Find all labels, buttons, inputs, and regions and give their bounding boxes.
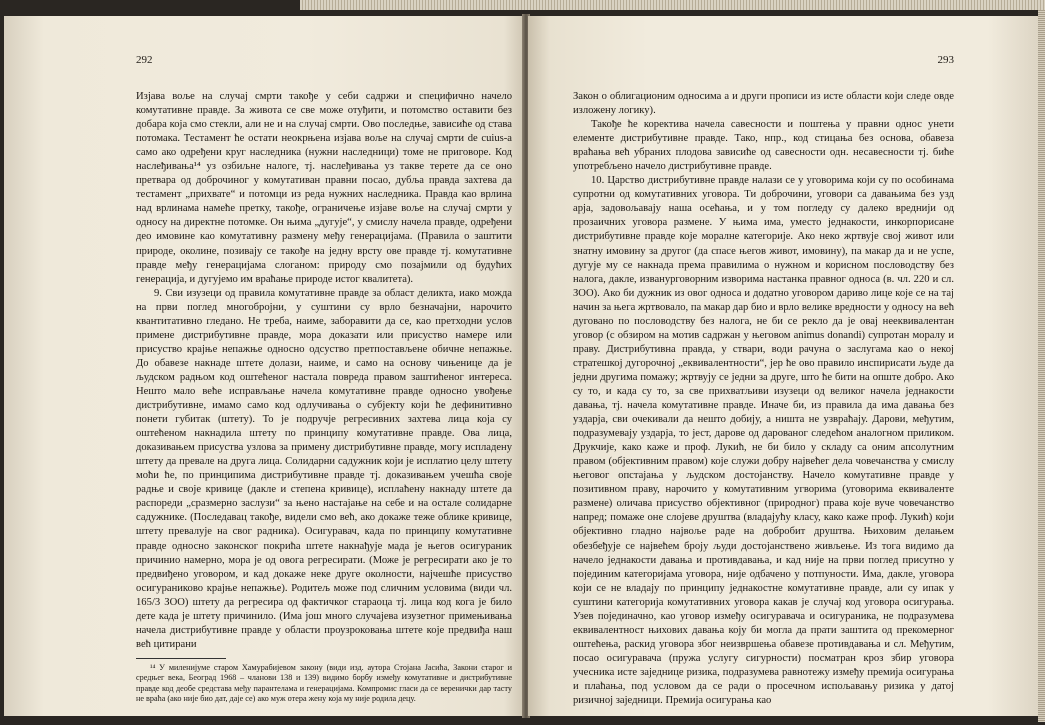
left-page-number: 292 xyxy=(136,54,153,66)
left-page-body xyxy=(136,90,512,705)
left-page xyxy=(4,16,524,716)
left-paragraph: Изјава воље на случај смрти такође у себи садржи и специфично начело комутативне правде. За живота се све може отуђити, и потомство оставити без добара која смо стекли, али не и на случај смрти. Ово последње, зависиће од става потомака. Тестамент ће остати неокрњена изјава воље на случај смрти de cuius-a само ако одређени круг наследника (нужни наследници) томе не приговоре. Код наслеђивања¹⁴ уз озбиљне налоге, тј. наслеђивања уз такве терете да се оно претвара од доброчиног у комутативан правни посао, дубља правда захтева да тестамент „прихвате“ и потомци из реда нужних наследника. Правда као врлина над врлинама намеће претку, такође, ограничење изјаве воље на случај смрти у односу на директне потомке. Он њима „дугује“, у смислу начела правде, одређени део имовине као комутативну размену међу генерацијама. (Правила о заштити природе, околине, позивају се такође на једну врсту ове правде тј. комутативне правде међу генерацијама слоганом: природу смо позајмили од будућих генерација, и дугујемо им враћање природе истог квалитета). xyxy=(136,91,512,285)
page-edges-top xyxy=(300,0,1045,10)
right-page xyxy=(528,16,1038,716)
right-page-number: 293 xyxy=(937,54,954,66)
left-paragraph: 9. Сви изузеци од правила комутативне правде за област деликта, иако можда на први поглед многобројни, у суштини су врло безначајни, нарочито квантитативно гледано. Не треба, наиме, заборавити да се, као претходни услов примене дистрибутивне правде, мора доказати или присуство намере или присуство крајње непажње односно одсуство претпостављене обичне непажње. До обавезе накнаде штете долази, наиме, и само на основу чињенице да је људском радњом код оштећеног настала повреда правом заштићеног интереса. Нешто мало веће исправљање начела комутативне правде односно увођење дистрибутивне, имамо само код одлучивања о субјекту који ће дефинитивно понети губитак (штету). То је подручје регресивних захтева лица која су оштећеном накнадила штету по принципу комутативне правде. Ова лица, доказивањем присуства узлова за примену дистрибутивне правде, могу испладену штету да превале на друга лица. Солидарни садужник који је исплатио целу штету моћи ће, по принципима дистрибутивне правде тј. доказивањем учешћа своје радње и своје кривице (дакле и степена кривице), исплаћену накнаду штете да распореди „сразмерно заслузи“ за њено настајање на себе и на остале солидарне садужнике. (Последавац такође, видели смо већ, ако докаже теже облике кривице, штету превалује на свог радника). Осигуравач, када по принципу комутативне правде односно законског покрића штете накнађује мада је његов осигураник причинио намерно, мора је од овога регресирати. (Може је регресирати ако је то предвиђено уговором, и кад докаже неке друге околности, најчешће присуство осигураниково крајње непажње). Родитељ може под сличним условима (види чл. 165/3 ЗОО) штету да регресира од фактичког стараоца тј. лица код кога је било дете када је штету причинило. (Има још много случајева изузетног примењивања начела дистрибутивне правде у области проузроковања штете које предвиђа наш већ цитирани xyxy=(136,287,512,650)
right-paragraph: Закон о облигационим односима а и други прописи из исте области који следе овде изложену логику). xyxy=(573,91,954,117)
right-paragraph: 10. Царство дистрибутивне правде налази се у уговорима који су по особинама супротни од комутативних уговора. Ти доброчини, уговори са давањима без узд арја, задовољавају наша осећања, и у том погледу су далеко вреднији од прозаичних уговора размене. У њима има, уместо једнакости, инкорпорисане дистрибутивне правде које моралне категорије. Ако неко жртвује свој живот или знатну имовину за другог (да спасе његов живот, имовину), па макар да и не успе, дугује му се накнада према правилима о нужном и корисном пословодству без налога, дакле, изванурговорним изворима настанка правног односа (в. чл. 220 и сл. ЗОО). Ако би дужник из овог односа и додатно уговором дариво лице које се на тај начин за њега жртвовало, па макар дар био и врло велике вредности у односу на већ дуговано по пословодству без налога, не би се рекло да је овај нееквивалентан уговор (с обзиром на мотив садржан у његовом animus donandi) супротан моралу и праву. Дистрибутивна правда, у ствари, води рачуна о заслугама као о некој стратешкој дугорочној „еквивалентности“, јер ће ово правило инспирисати људе да једни другима помажу; жртвују се једни за друге, што ће бити на опште добро. Ако су то, и када су то, за све прихватљиви изузеци од великог начела једнакости давања, тј. начела комутативне правде. Иначе би, из правила да има давања без уздарја, сви очекивали да нешто добију, а ништа не узвраћају. Дарови, међутим, подразумевају уздарја, то јест, дарове од дарованог следећом аналогном приликом. Друкчије, како каже и проф. Лукић, не би било у складу са оним апсолутним правом (објективним правом) које служи добру највећег дела човечанства у смислу његовог опстајања у људском достојанству. Начело комутативне правде у позитивном праву, нарочито у комутативним угворима (уговорима еквиваленте размене) оличава присуство објективног (природног) права које вуче човечанство напред; помаже оне слојеве друштва (владајућу класу, како каже проф. Лукић) који објективно гладно највоље раде на добробит друштва. Њиховим делањем обезбеђује се највећем броју људи достојанствено живљење. Из тога видимо да начело једнакости давања и противдавања, и кад није на први поглед присутно у појединим категоријама уговора, није одбачено у потпуности. Има, дакле, уговора који се не владају по принципу једнакостне комутативне правде, али су ипак у суштини категорија комутативних уговора какав је случај код уговора осигурања. Узев појединачно, као уговор између осигуравача и осигураника, не подразумева еквивалентност њихових давања коју би могла да прати заштита од прекомерног оштећења, раскид уговора због неизвршења обавезе противдавања и сл. Међутим, посао осигуравача (пружа услугу сигурности) посматран кроз збир уговора учесника исте заједнице ризика, подразумева равнотежу између премија осигурања и плаћања, под условом да се ради о просечном испољавању ризика у датој ризичној заједници. Премија осигурања као xyxy=(573,175,954,707)
footnote-text: ¹⁴ У миленијуме старом Хамурабијевом закону (види изд. аутора Стојана Јасића, Закони старог и средњег века, Београд 1968 – чланови 138 и 139) видимо борбу између комутативне и дистрибутивне правде код деобе средстава међу парантелама и генерацијама. Компромис гласи да се веренички дар тасту не враћа (ако није био дат, даје се) ако муж отера жену која му није родила децу. xyxy=(136,662,512,704)
right-paragraph: Такође ће коректива начела савесности и поштења у правни однос унети елементе дистрибутивне правде. Тако, нпр., код стицања без основа, обавеза враћања већ убраних плодова зависиће од савесности одн. несавесности тј. биће употребљено начело дистрибутивне правде. xyxy=(573,119,954,173)
page-edges-right xyxy=(1038,10,1045,722)
footnote xyxy=(136,663,512,705)
footnote-rule xyxy=(136,658,226,659)
right-page-body xyxy=(573,90,954,708)
